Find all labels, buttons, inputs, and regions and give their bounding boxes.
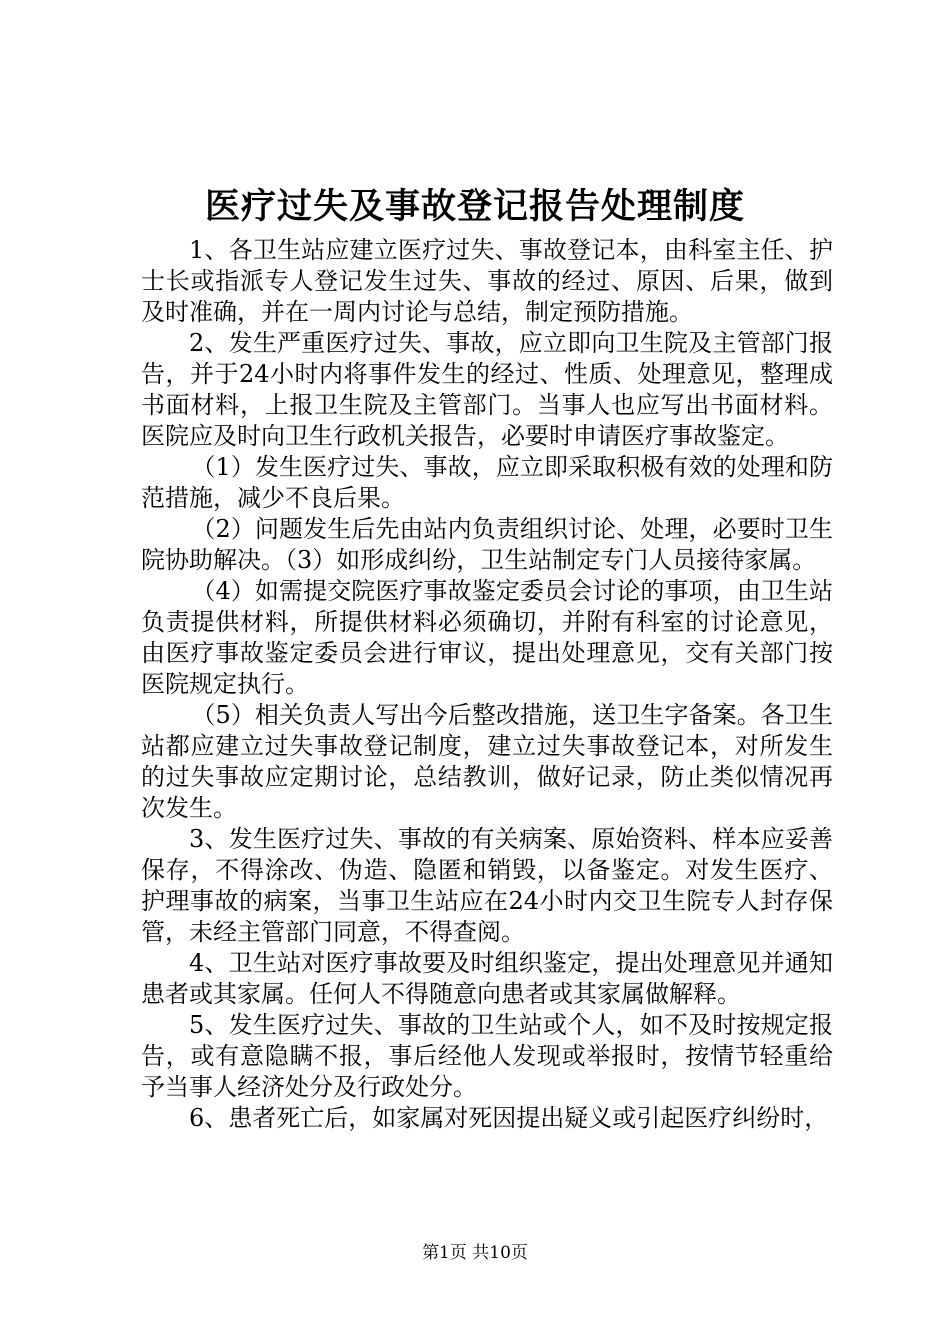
paragraph-6: 6、患者死亡后，如家属对死因提出疑义或引起医疗纠纷时， bbox=[189, 1104, 829, 1132]
paragraph-2-item-1: （1）发生医疗过失、事故，应立即采取积极有效的处理和防范措施，减少不良后果。 bbox=[141, 453, 833, 512]
paragraph-5: 5、发生医疗过失、事故的卫生站或个人，如不及时按规定报告，或有意隐瞒不报，事后经他人发现或举报时，按情节轻重给予当事人经济处分及行政处分。 bbox=[141, 1011, 833, 1101]
page-number-footer: 第1页 共10页 bbox=[422, 1243, 528, 1263]
paragraph-2: 2、发生严重医疗过失、事故，应立即向卫生院及主管部门报告，并于24小时内将事件发生的经过、性质、处理意见，整理成书面材料，上报卫生院及主管部门。当事人也应写出书面材料。医院应及时向卫生行政机关报告，必要时申请医疗事故鉴定。 bbox=[141, 329, 833, 450]
paragraph-2-item-4: （4）如需提交院医疗事故鉴定委员会讨论的事项，由卫生站负责提供材料，所提供材料必须确切，并附有科室的讨论意见，由医疗事故鉴定委员会进行审议，提出处理意见，交有关部门按医院规定执行。 bbox=[141, 577, 833, 698]
paragraph-1: 1、各卫生站应建立医疗过失、事故登记本，由科室主任、护士长或指派专人登记发生过失、事故的经过、原因、后果，做到及时准确，并在一周内讨论与总结，制定预防措施。 bbox=[141, 236, 833, 326]
paragraph-4: 4、卫生站对医疗事故要及时组织鉴定，提出处理意见并通知患者或其家属。任何人不得随意向患者或其家属做解释。 bbox=[141, 949, 833, 1008]
paragraph-2-item-2-3: （2）问题发生后先由站内负责组织讨论、处理，必要时卫生院协助解决。（3）如形成纠纷，卫生站制定专门人员接待家属。 bbox=[141, 515, 833, 574]
paragraph-2-item-5: （5）相关负责人写出今后整改措施，送卫生字备案。各卫生站都应建立过失事故登记制度，建立过失事故登记本，对所发生的过失事故应定期讨论，总结教训，做好记录，防止类似情况再次发生。 bbox=[141, 701, 833, 822]
paragraph-3: 3、发生医疗过失、事故的有关病案、原始资料、样本应妥善保存，不得涂改、伪造、隐匿和销毁，以备鉴定。对发生医疗、护理事故的病案，当事卫生站应在24小时内交卫生院专人封存保管，未经主管部门同意，不得查阅。 bbox=[141, 825, 833, 946]
document-title: 医疗过失及事故登记报告处理制度 bbox=[204, 186, 745, 227]
document-body bbox=[141, 235, 833, 1134]
